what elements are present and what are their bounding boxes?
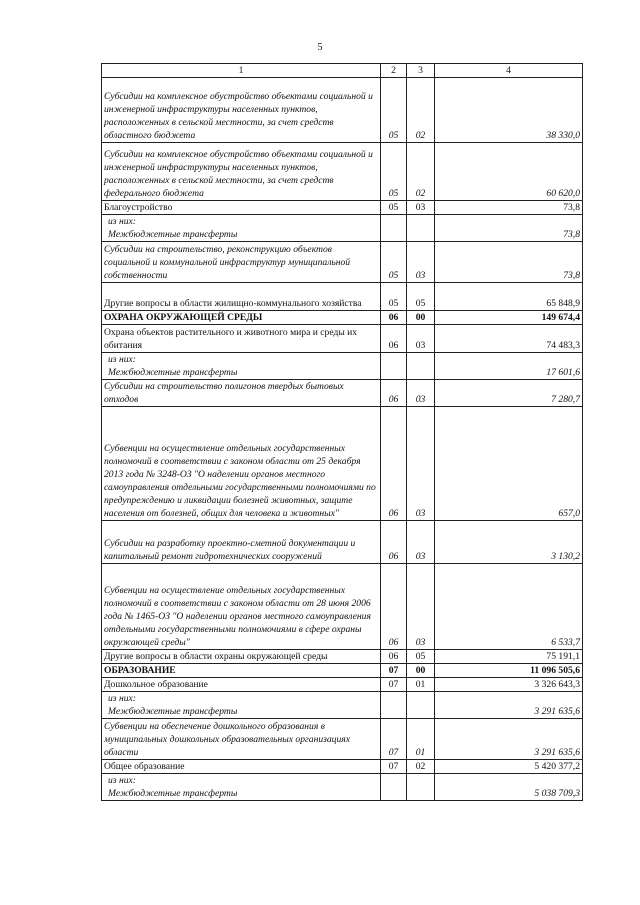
row-name: Субвенции на обеспечение дошкольного образования в муниципальных дошкольных образовательных организациях области <box>102 719 381 760</box>
row-amount: 74 483,3 <box>435 325 583 353</box>
row-name: Дошкольное образование <box>102 678 381 692</box>
row-section-code: 06 <box>381 380 407 407</box>
row-subsection-code: 02 <box>407 78 435 143</box>
row-amount: 3 326 643,3 <box>435 678 583 692</box>
row-section-code <box>381 353 407 380</box>
row-subsection-code: 02 <box>407 760 435 774</box>
row-subsection-code: 05 <box>407 283 435 311</box>
row-subsection-code <box>407 215 435 242</box>
table-row <box>102 678 583 692</box>
row-amount: 17 601,6 <box>435 353 583 380</box>
row-section-code <box>381 692 407 719</box>
row-section-code: 06 <box>381 325 407 353</box>
table-row <box>102 407 583 521</box>
row-amount: 3 130,2 <box>435 521 583 564</box>
row-section-code: 06 <box>381 650 407 664</box>
row-amount: 73,8 <box>435 201 583 215</box>
row-subsection-code: 01 <box>407 678 435 692</box>
row-amount: 5 038 709,3 <box>435 774 583 801</box>
row-section-code: 06 <box>381 311 407 325</box>
row-name: ОХРАНА ОКРУЖАЮЩЕЙ СРЕДЫ <box>102 311 381 325</box>
row-amount: 75 191,1 <box>435 650 583 664</box>
page-number: 5 <box>317 42 323 53</box>
row-section-code: 05 <box>381 242 407 283</box>
header-col-3: 3 <box>407 64 435 78</box>
row-amount: 149 674,4 <box>435 311 583 325</box>
budget-table <box>101 63 583 801</box>
table-row <box>102 760 583 774</box>
row-section-code: 06 <box>381 521 407 564</box>
table-row <box>102 521 583 564</box>
row-name: Субсидии на строительство, реконструкцию объектов социальной и коммунальной инфраструктур муниципальной собственности <box>102 242 381 283</box>
row-subsection-code <box>407 774 435 801</box>
row-name: из них: Межбюджетные трансферты <box>102 353 381 380</box>
row-section-code <box>381 215 407 242</box>
row-name: Субсидии на комплексное обустройство объектами социальной и инженерной инфраструктуры населенных пунктов, расположенных в сельской местности, за счет средств областного бюджета <box>102 78 381 143</box>
row-section-code <box>381 774 407 801</box>
row-subsection-code: 03 <box>407 407 435 521</box>
row-section-code: 07 <box>381 760 407 774</box>
row-section-code: 07 <box>381 678 407 692</box>
row-section-code: 05 <box>381 78 407 143</box>
row-subsection-code: 03 <box>407 325 435 353</box>
row-subsection-code: 00 <box>407 311 435 325</box>
row-name: из них: Межбюджетные трансферты <box>102 692 381 719</box>
table-row <box>102 664 583 678</box>
table-row <box>102 311 583 325</box>
table-row <box>102 143 583 201</box>
row-amount: 65 848,9 <box>435 283 583 311</box>
row-subsection-code <box>407 353 435 380</box>
row-name: ОБРАЗОВАНИЕ <box>102 664 381 678</box>
row-name: Субвенции на осуществление отдельных государственных полномочий в соответствии с законом области от 25 декабря 2013 года № 3248-ОЗ "О наделении органов местного самоуправления отдельными государственными полномочиями по предупреждению и ликвидации болезней животных, защите населения от болезней, общих для человека и животных" <box>102 407 381 521</box>
row-section-code: 06 <box>381 407 407 521</box>
table-row <box>102 325 583 353</box>
header-col-2: 2 <box>381 64 407 78</box>
table-row <box>102 380 583 407</box>
row-subsection-code: 00 <box>407 664 435 678</box>
row-amount: 11 096 505,6 <box>435 664 583 678</box>
table-row <box>102 215 583 242</box>
row-name: Субсидии на строительство полигонов твердых бытовых отходов <box>102 380 381 407</box>
row-subsection-code: 02 <box>407 143 435 201</box>
row-subsection-code <box>407 692 435 719</box>
row-amount: 73,8 <box>435 215 583 242</box>
row-subsection-code: 03 <box>407 564 435 650</box>
row-subsection-code: 03 <box>407 242 435 283</box>
row-section-code: 06 <box>381 564 407 650</box>
row-amount: 73,8 <box>435 242 583 283</box>
table-row <box>102 78 583 143</box>
row-subsection-code: 03 <box>407 201 435 215</box>
row-name: Благоустройство <box>102 201 381 215</box>
row-amount: 6 533,7 <box>435 564 583 650</box>
row-name: Общее образование <box>102 760 381 774</box>
table-row <box>102 719 583 760</box>
row-name: Охрана объектов растительного и животного мира и среды их обитания <box>102 325 381 353</box>
row-name: из них: Межбюджетные трансферты <box>102 215 381 242</box>
row-subsection-code: 01 <box>407 719 435 760</box>
row-name: Субсидии на комплексное обустройство объектами социальной и инженерной инфраструктуры населенных пунктов, расположенных в сельской местности, за счет средств федерального бюджета <box>102 143 381 201</box>
row-name: Субвенции на осуществление отдельных государственных полномочий в соответствии с законом области от 28 июня 2006 года № 1465-ОЗ "О наделении органов местного самоуправления отдельными государственными полномочиями в сфере охраны окружающей среды" <box>102 564 381 650</box>
header-col-1: 1 <box>102 64 381 78</box>
row-amount: 657,0 <box>435 407 583 521</box>
row-name: Другие вопросы в области охраны окружающей среды <box>102 650 381 664</box>
table-header-row <box>102 64 583 78</box>
row-section-code: 05 <box>381 143 407 201</box>
table-row <box>102 201 583 215</box>
row-amount: 7 280,7 <box>435 380 583 407</box>
row-amount: 3 291 635,6 <box>435 692 583 719</box>
row-section-code: 05 <box>381 283 407 311</box>
row-name: из них: Межбюджетные трансферты <box>102 774 381 801</box>
row-section-code: 07 <box>381 719 407 760</box>
row-amount: 5 420 377,2 <box>435 760 583 774</box>
row-name: Другие вопросы в области жилищно-коммунального хозяйства <box>102 283 381 311</box>
row-section-code: 07 <box>381 664 407 678</box>
row-amount: 60 620,0 <box>435 143 583 201</box>
row-subsection-code: 03 <box>407 521 435 564</box>
table-row <box>102 564 583 650</box>
row-amount: 3 291 635,6 <box>435 719 583 760</box>
table-row <box>102 242 583 283</box>
table-body <box>102 78 583 801</box>
row-name: Субсидии на разработку проектно-сметной документации и капитальный ремонт гидротехнических сооружений <box>102 521 381 564</box>
table-row <box>102 650 583 664</box>
row-amount: 38 330,0 <box>435 78 583 143</box>
table-row <box>102 692 583 719</box>
table-row <box>102 353 583 380</box>
header-col-4: 4 <box>435 64 583 78</box>
table-row <box>102 774 583 801</box>
table-row <box>102 283 583 311</box>
row-subsection-code: 03 <box>407 380 435 407</box>
row-subsection-code: 05 <box>407 650 435 664</box>
row-section-code: 05 <box>381 201 407 215</box>
